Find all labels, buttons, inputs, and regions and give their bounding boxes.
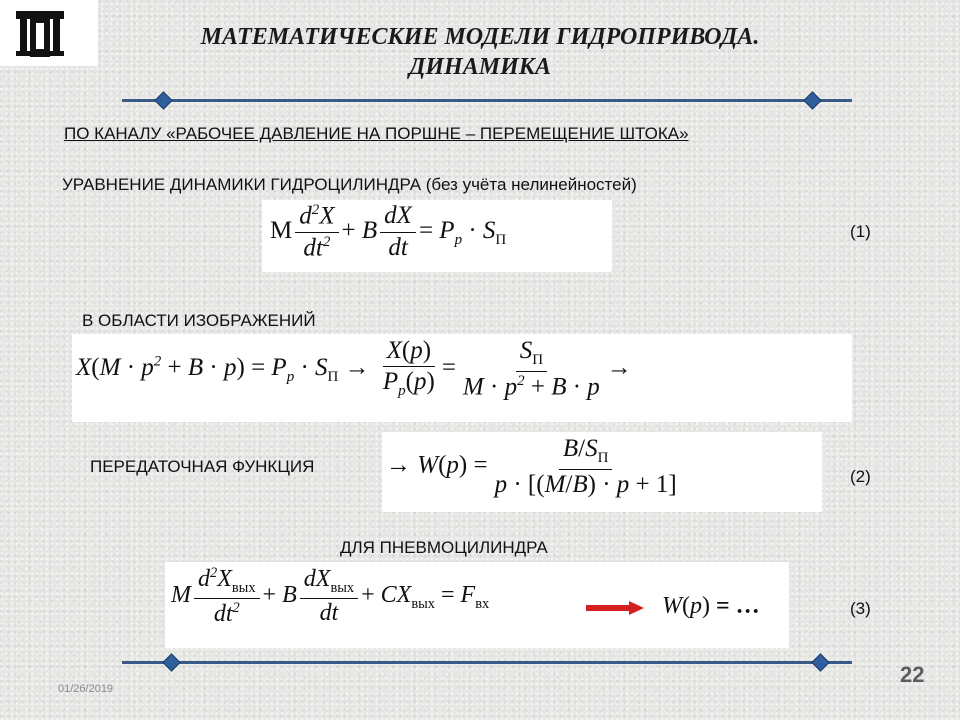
equation-1-number: (1) <box>850 222 871 241</box>
bottom-divider-right-diamond <box>811 653 829 671</box>
title-line-2: ДИНАМИКА <box>408 54 552 80</box>
top-divider <box>122 99 852 102</box>
channel-heading: ПО КАНАЛУ «РАБОЧЕЕ ДАВЛЕНИЕ НА ПОРШНЕ – ПЕРЕМЕЩЕНИЕ ШТОКА» <box>64 124 689 143</box>
transfer-function-equation: → W(p) = $\frac{B/S_П}{p \cdot [(M/B) \cdot p + 1]}$ <box>386 435 677 498</box>
university-logo <box>0 0 98 66</box>
title-line-1: МАТЕМАТИЧЕСКИЕ МОДЕЛИ ГИДРОПРИВОДА. <box>200 24 760 50</box>
page-number: 22 <box>900 662 925 687</box>
equation-3: M $\frac{d^2X_{вых}}{dt^2}$ + B $\frac{dX_{вых}}{dt}$ + $CX_{вых} = F_{вх}$ <box>171 565 490 627</box>
top-divider-left-diamond <box>154 91 172 109</box>
image-domain-equation: $X(M \cdot p^2 + B \cdot p) = P_p \cdot S_П$ → $\frac{X(p)}{P_p(p)}$ = $\frac{S_П}{M \cdot p^2 + B \cdot p}$ → <box>76 337 632 401</box>
equation-3-result: W(p) = … <box>662 593 760 619</box>
top-divider-right-diamond <box>803 91 821 109</box>
equation-1: M $\frac{d^2X}{dt^2}$ + B $\frac{dX}{dt}$ = $P_p \cdot S_П$ <box>270 202 507 261</box>
pneumo-heading: ДЛЯ ПНЕВМОЦИЛИНДРА <box>340 538 548 557</box>
slide-date: 01/26/2019 <box>58 683 114 695</box>
emblem-icon <box>10 3 70 63</box>
bottom-divider <box>122 661 852 664</box>
equation-3-tail: = … <box>716 593 760 619</box>
equation-3-number: (3) <box>850 599 871 618</box>
slide-title <box>100 22 860 82</box>
transfer-function-heading: ПЕРЕДАТОЧНАЯ ФУНКЦИЯ <box>90 457 315 476</box>
equation-2-number: (2) <box>850 467 871 486</box>
equation-heading: УРАВНЕНИЕ ДИНАМИКИ ГИДРОЦИЛИНДРА (без учёта нелинейностей) <box>62 175 637 194</box>
image-domain-heading: В ОБЛАСТИ ИЗОБРАЖЕНИЙ <box>82 311 316 330</box>
red-arrow-icon <box>585 600 645 616</box>
bottom-divider-left-diamond <box>162 653 180 671</box>
